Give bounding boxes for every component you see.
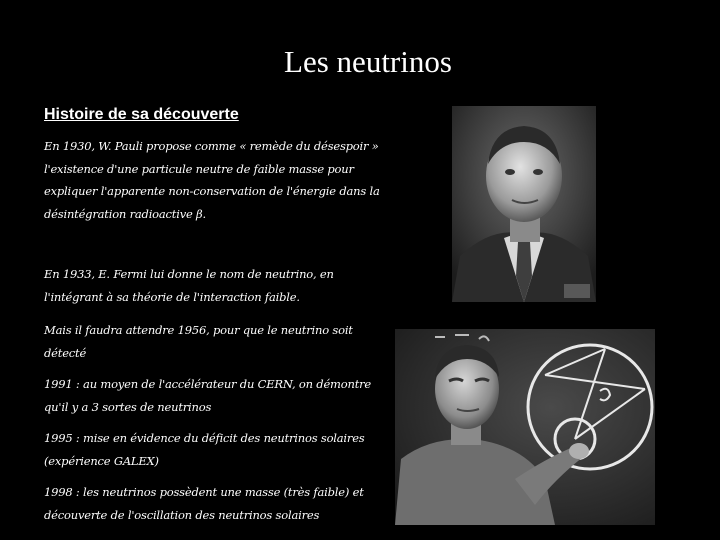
paragraph-1995: 1995 : mise en évidence du déficit des neutrinos solaires (expérience GALEX) (44, 431, 365, 468)
slide-subtitle: Histoire de sa découverte (44, 106, 239, 123)
slide-title: Les neutrinos (284, 44, 452, 79)
fermi-photo (395, 329, 655, 525)
paragraph-fermi: En 1933, E. Fermi lui donne le nom de neutrino, en l'intégrant à sa théorie de l'interaction faible. (44, 267, 334, 304)
paragraph-pauli: En 1930, W. Pauli propose comme « remède du désespoir » l'existence d'une particule neutre de faible masse pour expliquer l'apparente non-conservation de l'énergie dans la désintégration radioactive β. (44, 139, 380, 221)
paragraph-1956: Mais il faudra attendre 1956, pour que le neutrino soit détecté (44, 323, 353, 360)
paragraph-1998: 1998 : les neutrinos possèdent une masse (très faible) et découverte de l'oscillation des neutrinos solaires (44, 485, 364, 522)
pauli-photo (452, 106, 596, 302)
paragraph-1991: 1991 : au moyen de l'accélérateur du CERN, on démontre qu'il y a 3 sortes de neutrinos (44, 377, 372, 414)
